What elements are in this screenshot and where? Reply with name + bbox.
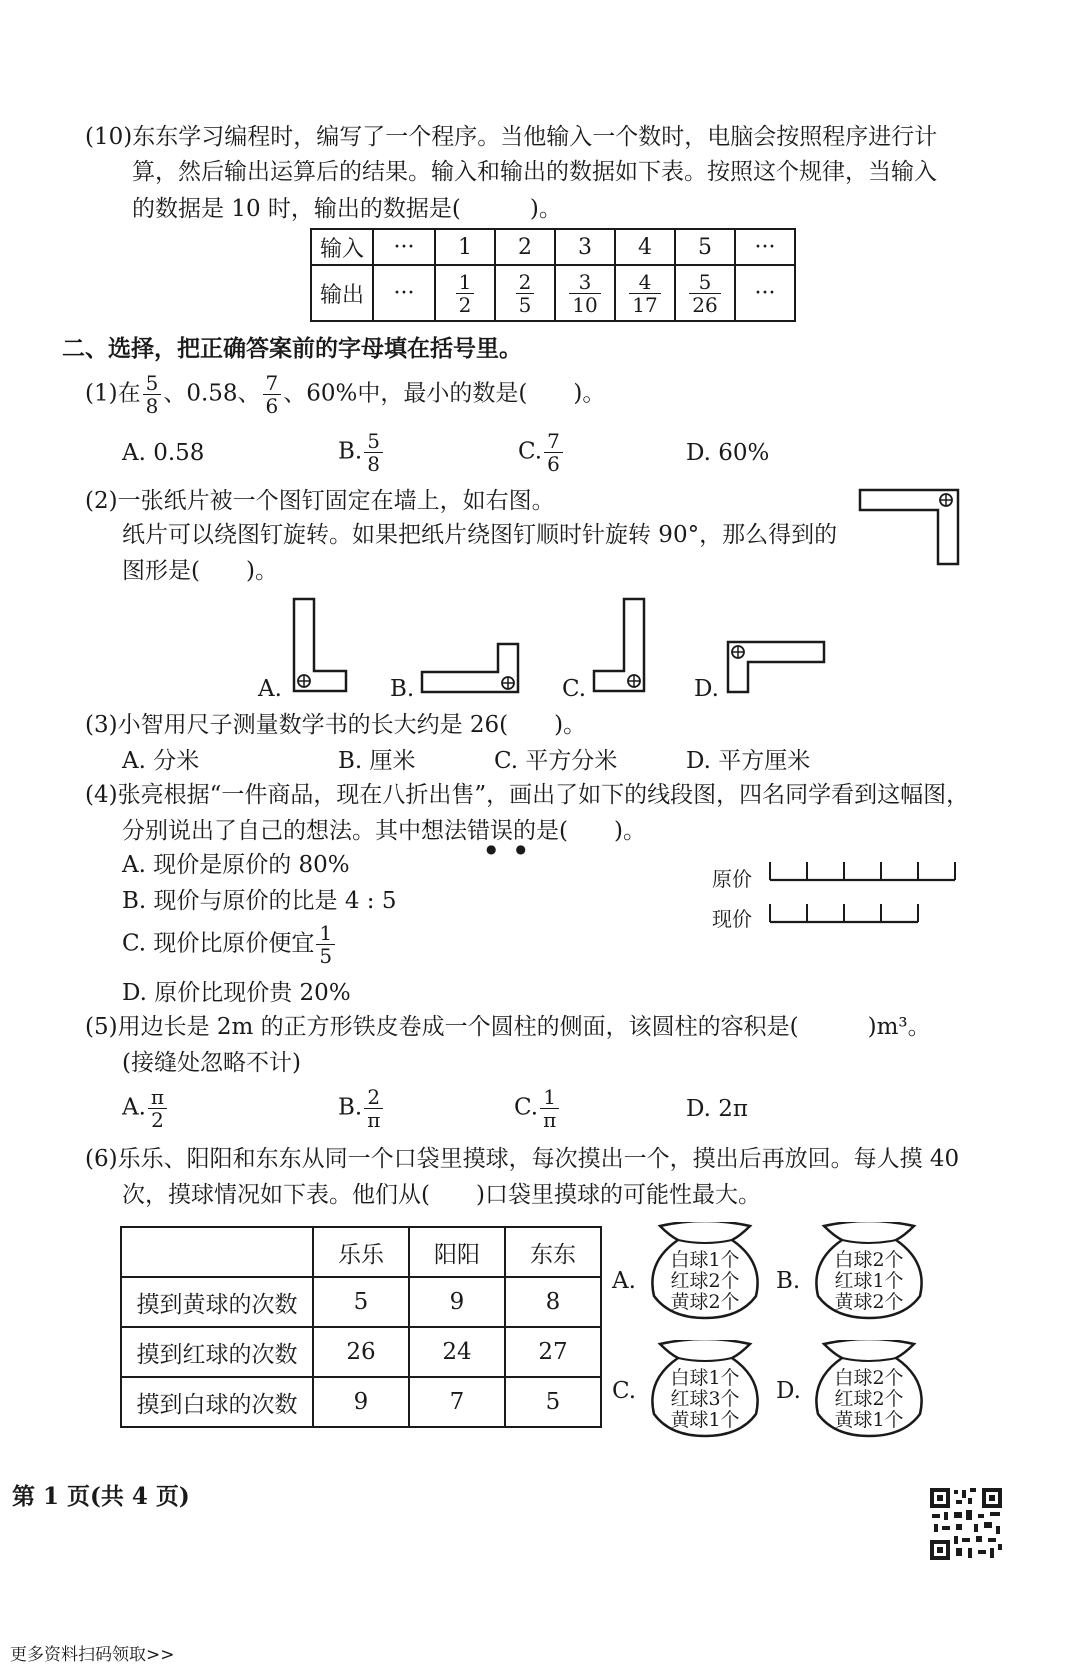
q3-option-b: B. 厘米: [338, 748, 416, 774]
q2-line1: (2)一张纸片被一个图钉固定在墙上，如右图。: [85, 488, 555, 514]
io-input-cell: 5: [675, 229, 735, 265]
paper-figure: [856, 488, 962, 568]
q3-stem: (3)小智用尺子测量数学书的长大约是 26( )。: [85, 712, 587, 738]
emphasis-dots: ● ●: [486, 842, 527, 856]
fraction: $\frac{5}{26}$: [689, 271, 720, 316]
q4-line2: 分别说出了自己的想法。其中想法错误的是( )。: [122, 818, 646, 844]
q10-line3: 的数据是 10 时，输出的数据是( )。: [132, 196, 562, 222]
io-input-cell: 3: [555, 229, 615, 265]
table-header-cell: [121, 1227, 313, 1277]
original-price-segment: [770, 862, 955, 880]
bag-d-label: D.: [776, 1378, 801, 1404]
q5-option-c: C. $\frac{1}{\pi}$: [514, 1086, 561, 1131]
bag-c-label: C.: [612, 1378, 637, 1404]
q2-option-d-figure: [724, 640, 830, 696]
table-cell: 8: [505, 1277, 601, 1327]
table-header-cell: 阳阳: [409, 1227, 505, 1277]
current-price-segment: [770, 904, 918, 922]
io-input-label: 输入: [311, 229, 373, 265]
fraction: $\frac{\pi}{2}$: [148, 1086, 167, 1131]
diagram-original-label: 原价: [712, 867, 752, 891]
q4-option-b: B. 现价与原价的比是 4 : 5: [122, 888, 397, 914]
q1-option-c: C. $\frac{7}{6}$: [518, 430, 565, 475]
q2-line2: 纸片可以绕图钉旋转。如果把纸片绕图钉顺时针旋转 90°，那么得到的: [122, 522, 838, 548]
table-cell: 7: [409, 1377, 505, 1427]
table-cell: 24: [409, 1327, 505, 1377]
q1-option-b: B. $\frac{5}{8}$: [338, 430, 385, 475]
table-row: [121, 1377, 601, 1427]
q2-option-c-figure: [590, 597, 650, 695]
bag-c-contents: 白球1个 红球3个 黄球1个: [670, 1367, 740, 1431]
table-header-cell: 东东: [505, 1227, 601, 1277]
fraction: $\frac{4}{17}$: [629, 271, 660, 316]
page-number: 第 1 页(共 4 页): [12, 1483, 190, 1510]
fraction: $\frac{7}{6}$: [544, 430, 563, 475]
diagram-current-label: 现价: [712, 907, 752, 931]
table-cell: 27: [505, 1327, 601, 1377]
q6-line2: 次，摸球情况如下表。他们从( )口袋里摸球的可能性最大。: [122, 1182, 761, 1208]
q4-option-d: D. 原价比现价贵 20%: [122, 980, 351, 1006]
q5-line1: (5)用边长是 2m 的正方形铁皮卷成一个圆柱的侧面，该圆柱的容积是( )m³。: [85, 1014, 931, 1040]
q2-option-d-label: D.: [694, 676, 719, 702]
fraction: $\frac{2}{\pi}$: [364, 1086, 383, 1131]
bag-a-contents: 白球1个 红球2个 黄球2个: [670, 1249, 740, 1313]
fraction: $\frac{5}{8}$: [143, 372, 162, 417]
row-label: 摸到黄球的次数: [121, 1277, 313, 1327]
section-heading: 二、选择，把正确答案前的字母填在括号里。: [62, 335, 522, 362]
io-table: [310, 228, 796, 322]
q3-option-c: C. 平方分米: [494, 748, 618, 774]
q5-option-a: A. $\frac{\pi}{2}$: [122, 1086, 169, 1131]
row-label: 摸到白球的次数: [121, 1377, 313, 1427]
io-output-cell: [435, 265, 495, 321]
q10-line1: (10)东东学习编程时，编写了一个程序。当他输入一个数时，电脑会按照程序进行计: [85, 124, 938, 150]
bag-a-label: A.: [612, 1268, 636, 1294]
q2-option-b-figure: [418, 642, 522, 696]
io-output-cell: [675, 265, 735, 321]
fraction: $\frac{7}{6}$: [263, 372, 282, 417]
table-cell: 5: [505, 1377, 601, 1427]
table-header-cell: 乐乐: [313, 1227, 409, 1277]
more-materials-text: 更多资料扫码领取>>: [10, 1645, 175, 1665]
io-output-label: 输出: [311, 265, 373, 321]
io-input-cell: 2: [495, 229, 555, 265]
q1-option-d: D. 60%: [686, 440, 770, 466]
table-cell: 9: [313, 1377, 409, 1427]
table-row: [121, 1327, 601, 1377]
fraction: $\frac{3}{10}$: [569, 271, 600, 316]
table-cell: 5: [313, 1277, 409, 1327]
bag-b-label: B.: [776, 1268, 801, 1294]
q2-option-b-label: B.: [390, 676, 415, 702]
q10-line2: 算，然后输出运算后的结果。输入和输出的数据如下表。按照这个规律，当输入: [132, 159, 937, 185]
q5-line2: (接缝处忽略不计): [122, 1050, 301, 1076]
fraction: $\frac{2}{5}$: [516, 271, 535, 316]
q2-option-c-label: C.: [562, 676, 587, 702]
q2-option-a-figure: [290, 597, 350, 695]
ball-table: [120, 1226, 602, 1428]
q3-option-a: A. 分米: [122, 748, 200, 774]
io-ellipsis: ···: [735, 265, 795, 321]
q5-option-d: D. 2π: [686, 1096, 748, 1122]
io-output-cell: [495, 265, 555, 321]
q4-option-a: A. 现价是原价的 80%: [122, 852, 350, 878]
io-ellipsis: ···: [373, 265, 435, 321]
table-cell: 9: [409, 1277, 505, 1327]
qr-code-icon[interactable]: [928, 1486, 1004, 1562]
bag-d-contents: 白球2个 红球2个 黄球1个: [834, 1367, 904, 1431]
io-input-cell: 1: [435, 229, 495, 265]
io-ellipsis: ···: [373, 229, 435, 265]
io-output-cell: [555, 265, 615, 321]
io-input-cell: 4: [615, 229, 675, 265]
q4-line1: (4)张亮根据“一件商品，现在八折出售”，画出了如下的线段图，四名同学看到这幅图，: [85, 782, 970, 808]
fraction: $\frac{1}{5}$: [316, 922, 335, 967]
segment-diagram: [766, 856, 966, 932]
row-label: 摸到红球的次数: [121, 1327, 313, 1377]
q1-stem: (1)在 $\frac{5}{8}$ 、0.58、 $\frac{7}{6}$ 、60%中，最小的数是( )。: [85, 371, 606, 418]
table-row: [121, 1277, 601, 1327]
q5-option-b: B. $\frac{2}{\pi}$: [338, 1086, 385, 1131]
q2-line3: 图形是( )。: [122, 558, 278, 584]
q3-option-d: D. 平方厘米: [686, 748, 811, 774]
fraction: $\frac{5}{8}$: [364, 430, 383, 475]
io-ellipsis: ···: [735, 229, 795, 265]
q1-option-a: A. 0.58: [122, 440, 205, 466]
fraction: $\frac{1}{2}$: [456, 271, 475, 316]
q2-option-a-label: A.: [258, 676, 282, 702]
table-cell: 26: [313, 1327, 409, 1377]
fraction: $\frac{1}{\pi}$: [540, 1086, 559, 1131]
q4-option-c: C. 现价比原价便宜 $\frac{1}{5}$: [122, 922, 337, 967]
bag-b-contents: 白球2个 红球1个 黄球2个: [834, 1249, 904, 1313]
io-output-cell: [615, 265, 675, 321]
q6-line1: (6)乐乐、阳阳和东东从同一个口袋里摸球，每次摸出一个，摸出后再放回。每人摸 40: [85, 1146, 960, 1172]
